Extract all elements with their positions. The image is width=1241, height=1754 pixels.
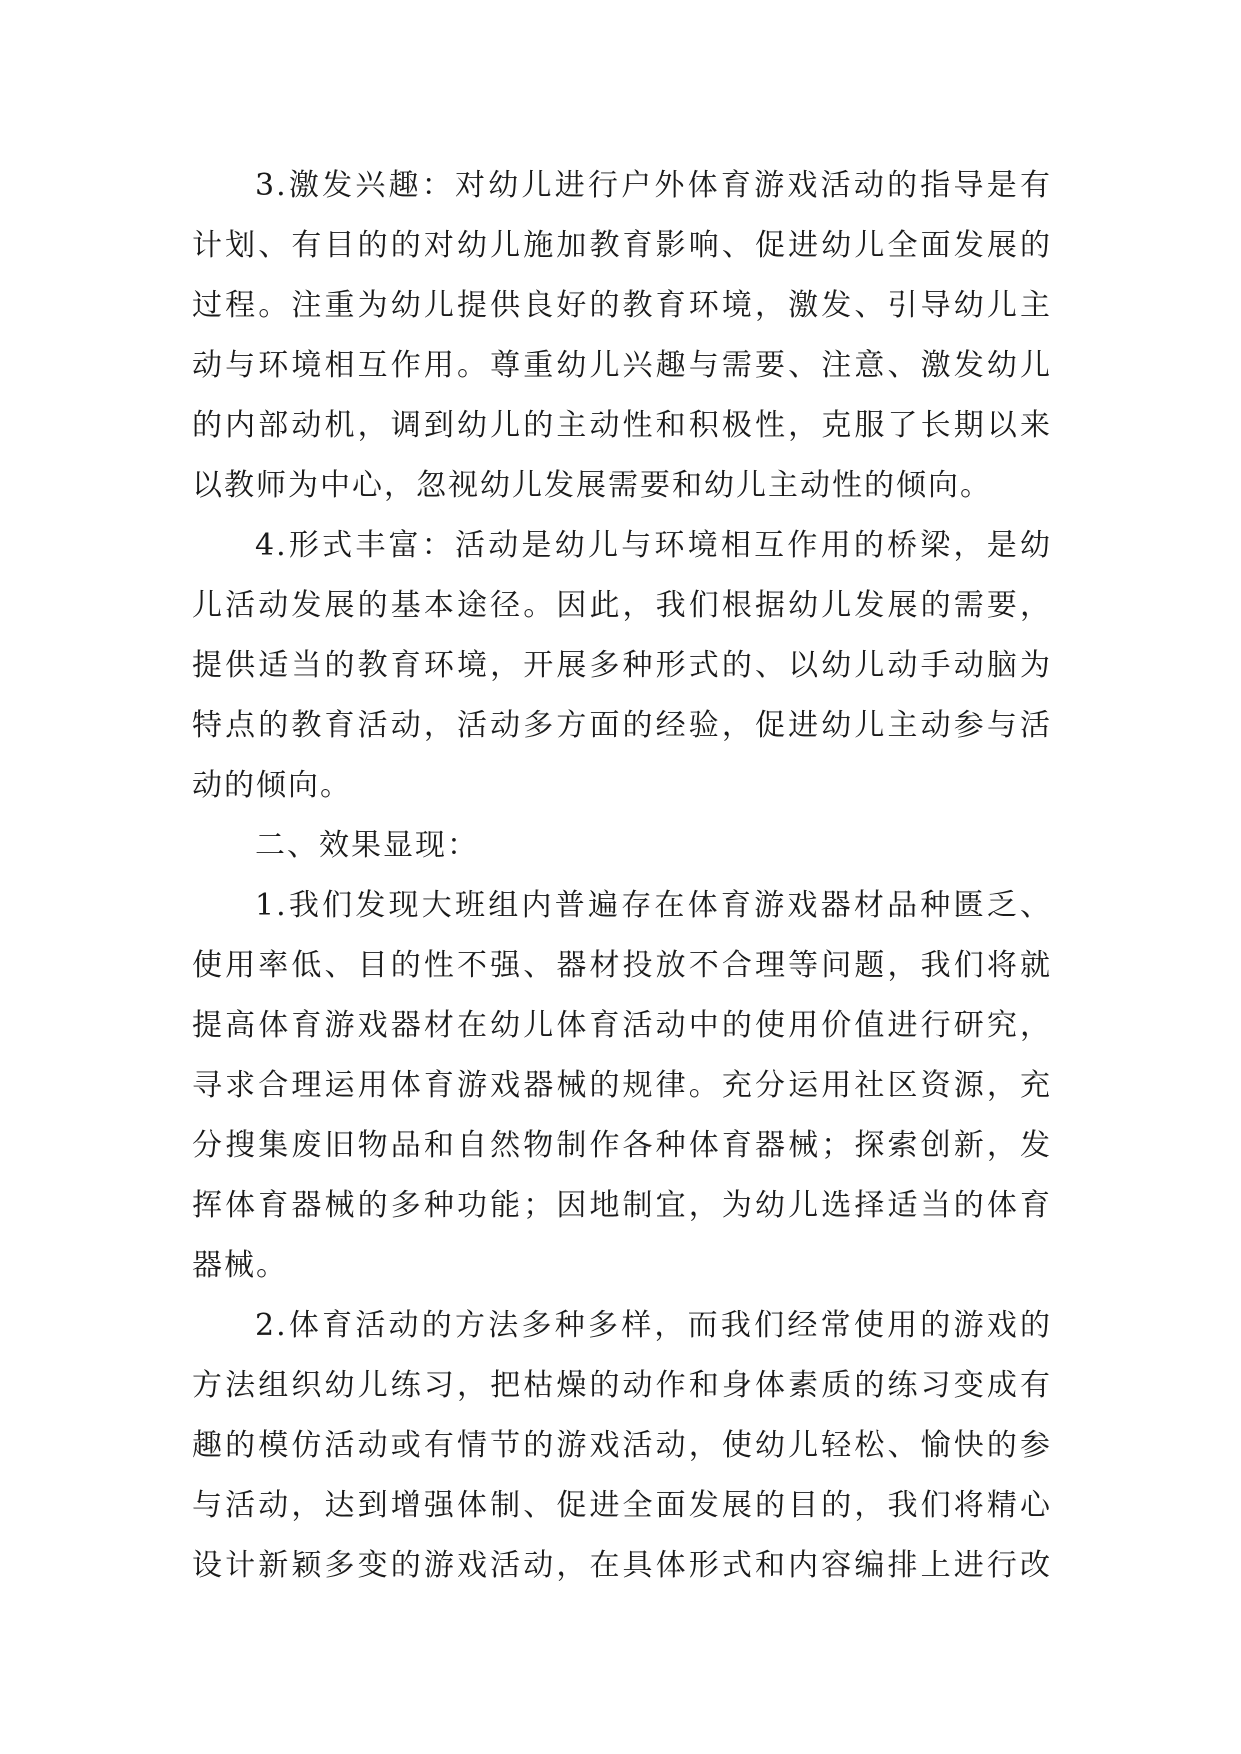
document-body <box>192 156 1052 1596</box>
text-line: 挥体育器械的多种功能；因地制宜，为幼儿选择适当的体育 <box>192 1188 1052 1223</box>
text-line: 设计新颖多变的游戏活动，在具体形式和内容编排上进行改 <box>192 1548 1052 1583</box>
text-line: 动的倾向。 <box>192 768 352 803</box>
paragraph-equipment-findings <box>192 876 1052 1296</box>
section-heading: 二、效果显现： <box>255 828 479 863</box>
text-line: 器械。 <box>192 1248 288 1283</box>
text-line: 特点的教育活动，活动多方面的经验，促进幼儿主动参与活 <box>192 708 1052 743</box>
text-line: 过程。注重为幼儿提供良好的教育环境，激发、引导幼儿主 <box>192 288 1052 323</box>
paragraph-stimulate-interest <box>192 156 1052 516</box>
text-line: 儿活动发展的基本途径。因此，我们根据幼儿发展的需要， <box>192 588 1052 623</box>
text-line: 2.体育活动的方法多种多样，而我们经常使用的游戏的 <box>255 1308 1052 1343</box>
text-line: 4.形式丰富：活动是幼儿与环境相互作用的桥梁，是幼 <box>255 528 1052 563</box>
text-line: 1.我们发现大班组内普遍存在体育游戏器材品种匮乏、 <box>255 888 1052 923</box>
section-heading-results <box>192 816 1052 876</box>
text-line: 动与环境相互作用。尊重幼儿兴趣与需要、注意、激发幼儿 <box>192 348 1052 383</box>
text-line: 提高体育游戏器材在幼儿体育活动中的使用价值进行研究， <box>192 1008 1052 1043</box>
text-line: 的内部动机，调到幼儿的主动性和积极性，克服了长期以来 <box>192 408 1052 443</box>
paragraph-rich-forms <box>192 516 1052 816</box>
text-line: 3.激发兴趣：对幼儿进行户外体育游戏活动的指导是有 <box>255 168 1052 203</box>
text-line: 以教师为中心，忽视幼儿发展需要和幼儿主动性的倾向。 <box>192 468 992 503</box>
text-line: 提供适当的教育环境，开展多种形式的、以幼儿动手动脑为 <box>192 648 1052 683</box>
text-line: 方法组织幼儿练习，把枯燥的动作和身体素质的练习变成有 <box>192 1368 1052 1403</box>
paragraph-activity-methods <box>192 1296 1052 1596</box>
text-line: 计划、有目的的对幼儿施加教育影响、促进幼儿全面发展的 <box>192 228 1052 263</box>
text-line: 分搜集废旧物品和自然物制作各种体育器械；探索创新，发 <box>192 1128 1052 1163</box>
text-line: 寻求合理运用体育游戏器械的规律。充分运用社区资源，充 <box>192 1068 1052 1103</box>
text-line: 与活动，达到增强体制、促进全面发展的目的，我们将精心 <box>192 1488 1052 1523</box>
text-line: 趣的模仿活动或有情节的游戏活动，使幼儿轻松、愉快的参 <box>192 1428 1052 1463</box>
text-line: 使用率低、目的性不强、器材投放不合理等问题，我们将就 <box>192 948 1052 983</box>
